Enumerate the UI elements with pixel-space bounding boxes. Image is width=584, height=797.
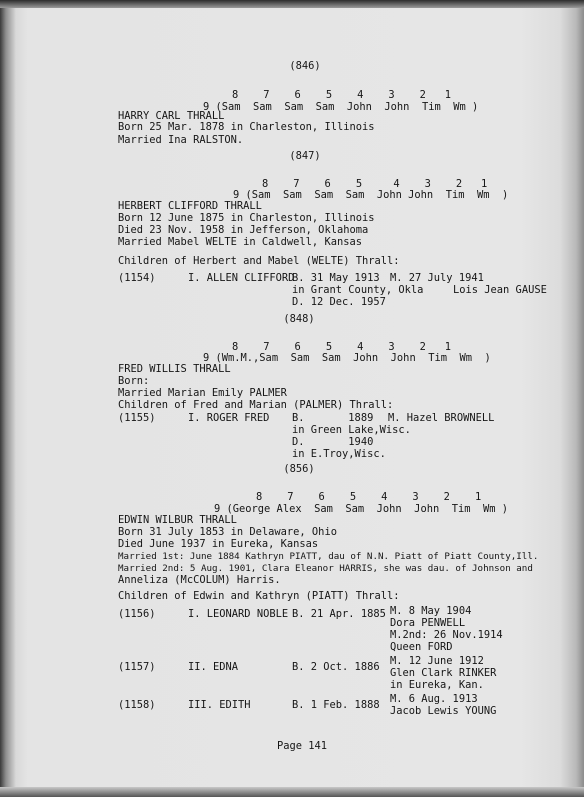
person-name: HARRY CARL THRALL <box>118 110 225 122</box>
generation-numbers: 8 7 6 5 4 3 2 1 <box>232 341 451 353</box>
child-birth: in Green Lake,Wisc. <box>292 424 411 436</box>
child-name: I. LEONARD NOBLE <box>188 608 289 620</box>
child-ref: (1154) <box>118 272 156 284</box>
scan-top-edge <box>0 0 584 8</box>
child-ref: (1158) <box>118 699 156 711</box>
child-spouse: Lois Jean GAUSE <box>453 284 547 296</box>
person-detail: Married Mabel WELTE in Caldwell, Kansas <box>118 236 362 248</box>
generation-numbers: 8 7 6 5 4 3 2 1 <box>262 178 488 190</box>
child-place: in Eureka, Kan. <box>390 679 484 691</box>
child-birth: B. 31 May 1913 <box>292 272 380 284</box>
person-detail: Anneliza (McCOLUM) Harris. <box>118 574 281 586</box>
entry-number: (856) <box>283 463 315 475</box>
child-death: D. 1940 <box>292 436 374 448</box>
child-spouse: Queen FORD <box>390 641 453 653</box>
person-detail: Married Marian Emily PALMER <box>118 387 287 399</box>
entry-number: (846) <box>289 60 321 72</box>
person-detail: Born 25 Mar. 1878 in Charleston, Illinois <box>118 121 375 133</box>
child-ref: (1155) <box>118 412 156 424</box>
child-birth: B. 1889 <box>292 412 374 424</box>
child-marriage: M.2nd: 26 Nov.1914 <box>390 629 503 641</box>
person-name: FRED WILLIS THRALL <box>118 363 231 375</box>
child-ref: (1157) <box>118 661 156 673</box>
child-name: II. EDNA <box>188 661 239 673</box>
person-detail: Married Ina RALSTON. <box>118 134 244 146</box>
scan-bottom-edge <box>0 787 584 797</box>
child-name: I. ROGER FRED <box>188 412 270 424</box>
entry-number: (848) <box>283 313 315 325</box>
child-spouse: Jacob Lewis YOUNG <box>390 705 497 717</box>
person-name: HERBERT CLIFFORD THRALL <box>118 200 262 212</box>
entry-number: (847) <box>289 150 321 162</box>
person-detail: Died June 1937 in Eureka, Kansas <box>118 538 319 550</box>
child-birth: B. 21 Apr. 1885 <box>292 608 386 620</box>
child-marriage: M. 12 June 1912 <box>390 655 484 667</box>
person-detail: Born: <box>118 375 150 387</box>
ancestor-line: 9 (Sam Sam Sam Sam John John Tim Wm ) <box>203 101 479 113</box>
generation-numbers: 8 7 6 5 4 3 2 1 <box>256 491 482 503</box>
children-heading: Children of Herbert and Mabel (WELTE) Thrall: <box>118 255 400 267</box>
person-detail: Married 2nd: 5 Aug. 1901, Clara Eleanor HARRIS, she was dau. of Johnson and <box>118 563 533 574</box>
person-detail: Died 23 Nov. 1958 in Jefferson, Oklahoma <box>118 224 369 236</box>
page-number: Page 141 <box>276 740 328 752</box>
ancestor-line: 9 (George Alex Sam Sam John John Tim Wm ) <box>214 503 509 515</box>
child-marriage: M. Hazel BROWNELL <box>388 412 495 424</box>
child-spouse: Dora PENWELL <box>390 617 466 629</box>
children-heading: Children of Fred and Marian (PALMER) Thrall: <box>118 399 394 411</box>
person-detail: Born 31 July 1853 in Delaware, Ohio <box>118 526 337 538</box>
person-detail: Married 1st: June 1884 Kathryn PIATT, dau of N.N. Piatt of Piatt County,Ill. <box>118 551 539 562</box>
child-marriage: M. 6 Aug. 1913 <box>390 693 478 705</box>
person-name: EDWIN WILBUR THRALL <box>118 514 237 526</box>
child-birth: B. 1 Feb. 1888 <box>292 699 380 711</box>
child-spouse: Glen Clark RINKER <box>390 667 497 679</box>
ancestor-line: 9 (Sam Sam Sam Sam John John Tim Wm ) <box>233 189 509 201</box>
child-name: I. ALLEN CLIFFORD <box>188 272 295 284</box>
child-ref: (1156) <box>118 608 156 620</box>
ancestor-line: 9 (Wm.M.,Sam Sam Sam John John Tim Wm ) <box>203 352 491 364</box>
child-birth: B. 2 Oct. 1886 <box>292 661 380 673</box>
child-birth: in Grant County, Okla <box>292 284 424 296</box>
children-heading: Children of Edwin and Kathryn (PIATT) Thrall: <box>118 590 400 602</box>
child-death: D. 12 Dec. 1957 <box>292 296 386 308</box>
child-marriage: M. 8 May 1904 <box>390 605 472 617</box>
child-death: in E.Troy,Wisc. <box>292 448 386 460</box>
person-detail: Born 12 June 1875 in Charleston, Illinois <box>118 212 375 224</box>
generation-numbers: 8 7 6 5 4 3 2 1 <box>232 89 451 101</box>
child-marriage: M. 27 July 1941 <box>390 272 484 284</box>
child-name: III. EDITH <box>188 699 251 711</box>
